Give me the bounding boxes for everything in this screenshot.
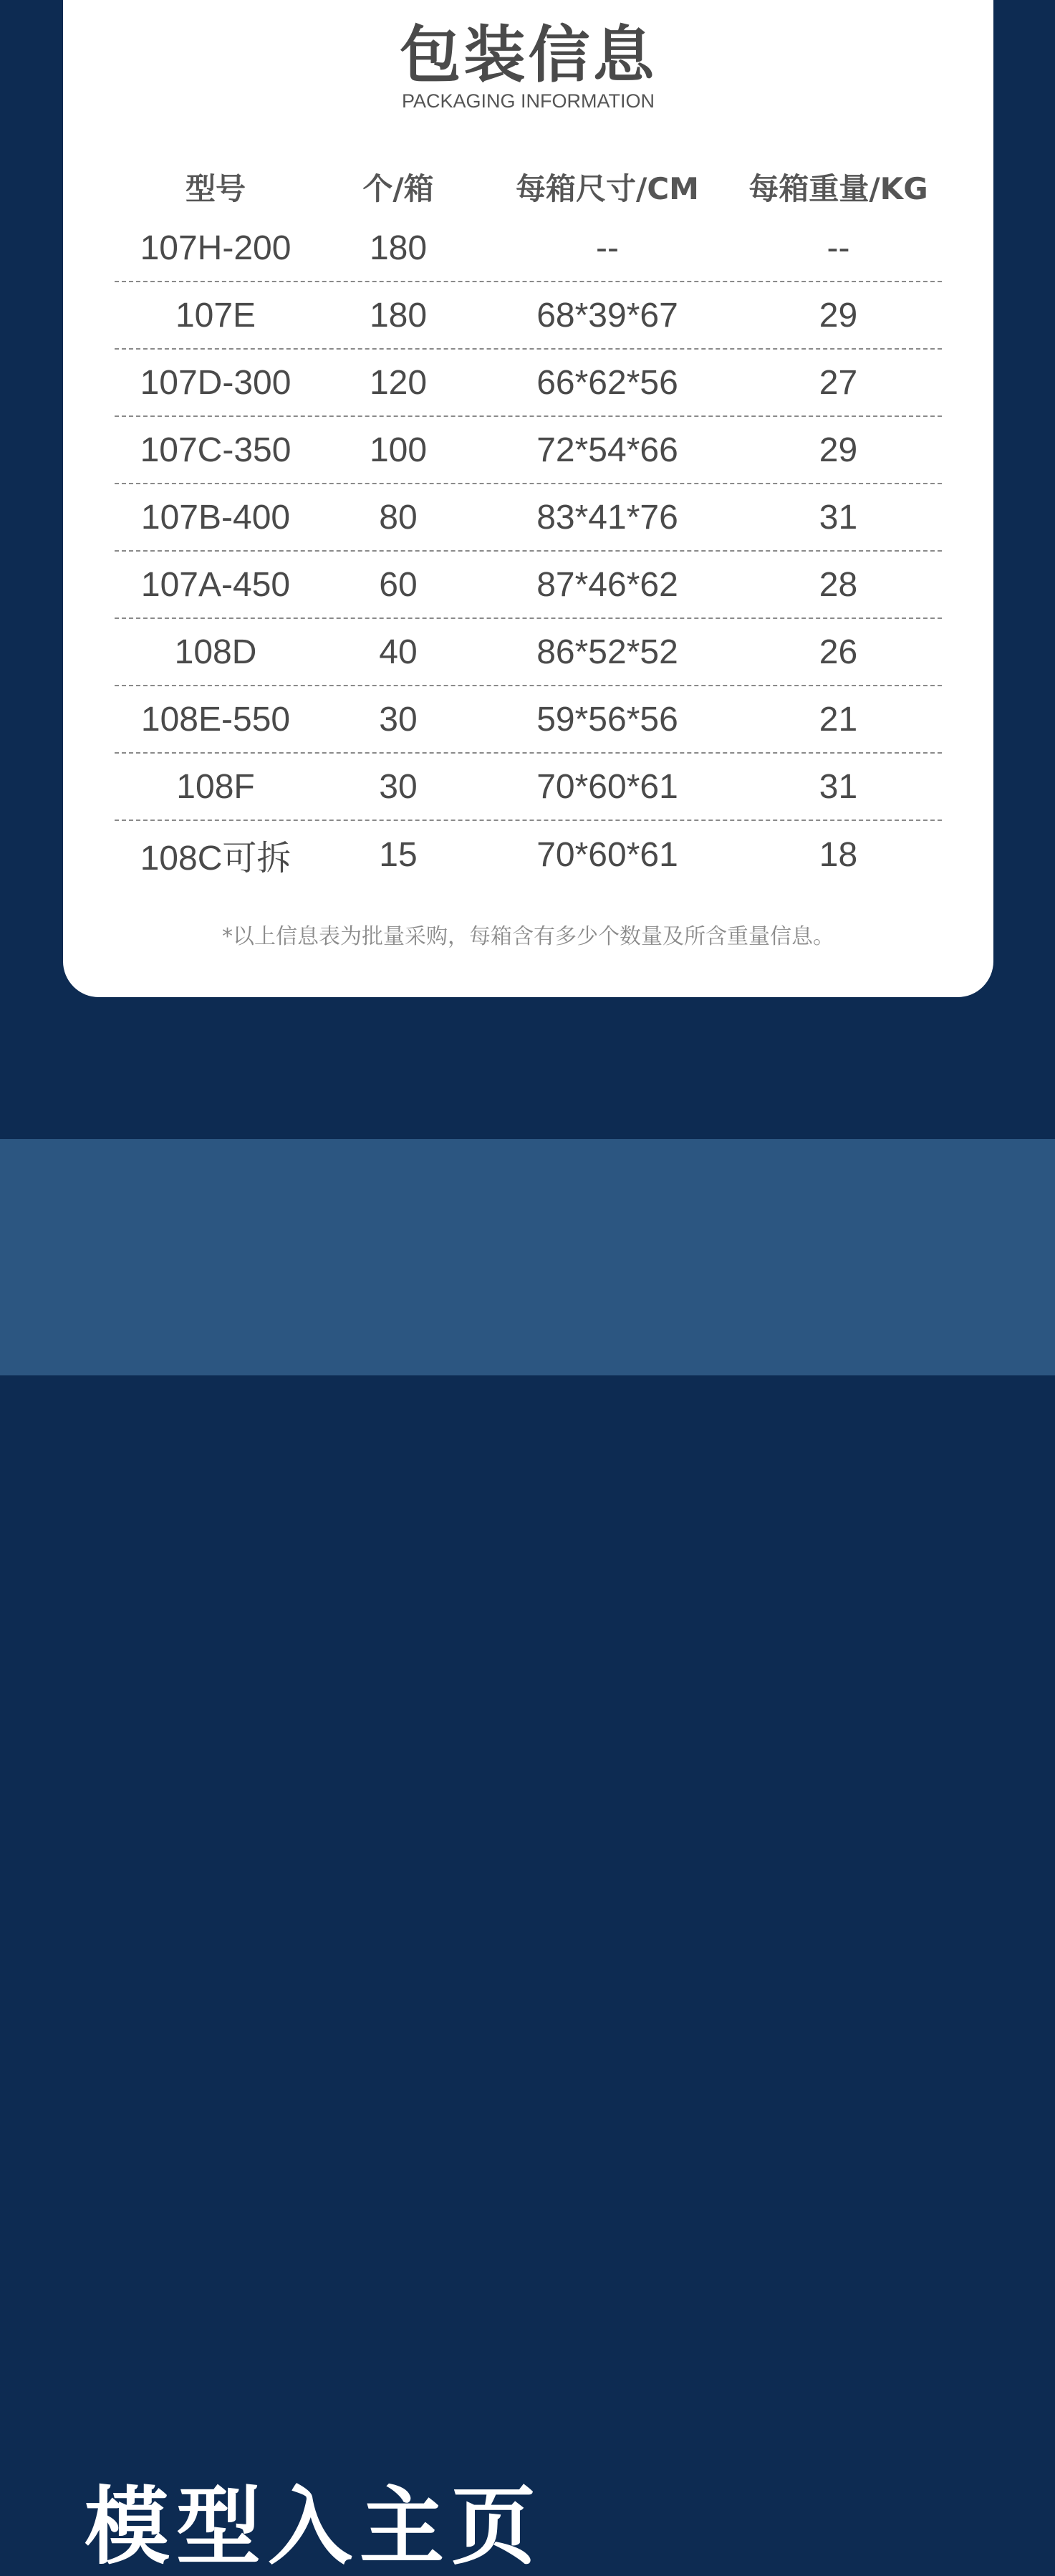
cell-per-box: 60	[379, 565, 418, 604]
cell-per-box: 100	[369, 431, 428, 469]
cell-box-weight: 27	[819, 363, 858, 402]
cell-model: 108E-550	[140, 700, 291, 739]
table-header-row	[115, 159, 942, 215]
cell-per-box: 30	[379, 767, 418, 806]
cell-per-box: 180	[369, 229, 428, 267]
cell-box-weight: --	[827, 229, 850, 267]
table-row	[115, 619, 942, 686]
header-box-size: 每箱尺寸/CM	[516, 171, 699, 206]
header-box-weight: 每箱重量/KG	[748, 171, 928, 206]
page-subtitle: PACKAGING INFORMATION	[401, 90, 655, 112]
cell-model: 107A-450	[140, 565, 291, 604]
cell-box-size: 86*52*52	[536, 633, 678, 671]
cell-box-size: 70*60*61	[536, 835, 678, 874]
header-model: 型号	[185, 171, 246, 206]
cell-box-size: --	[596, 229, 619, 267]
cell-per-box: 30	[379, 700, 418, 739]
table-row	[115, 215, 942, 282]
packaging-info-card	[63, 0, 993, 997]
footnote: *以上信息表为批量采购，每箱含有多少个数量及所含重量信息。	[222, 924, 834, 949]
cell-box-size: 72*54*66	[536, 431, 678, 469]
cell-model: 108D	[174, 633, 257, 671]
cell-box-weight: 21	[819, 700, 858, 739]
table-row	[115, 821, 942, 888]
cell-box-size: 87*46*62	[536, 565, 678, 604]
cell-model: 107D-300	[140, 363, 292, 402]
table-row	[115, 282, 942, 350]
cell-box-size: 59*56*56	[536, 700, 678, 739]
cell-model: 107B-400	[140, 498, 291, 537]
cell-box-weight: 18	[819, 835, 858, 874]
table-row	[115, 350, 942, 417]
cell-box-size: 83*41*76	[536, 498, 678, 537]
header-per-box: 个/箱	[362, 171, 434, 206]
cell-box-size: 66*62*56	[536, 363, 678, 402]
cell-per-box: 40	[379, 633, 418, 671]
next-section-heading: 模型入主页	[85, 2477, 544, 2576]
cell-per-box: 180	[369, 296, 428, 335]
cell-model: 108C可拆	[140, 839, 292, 878]
cell-box-weight: 26	[819, 633, 858, 671]
page-title: 包装信息	[399, 19, 657, 91]
table-row	[115, 754, 942, 821]
cell-box-size: 70*60*61	[536, 767, 678, 806]
cell-box-weight: 31	[819, 498, 858, 537]
cell-box-weight: 28	[819, 565, 858, 604]
cell-box-weight: 31	[819, 767, 858, 806]
cell-model: 107H-200	[140, 229, 292, 267]
cell-per-box: 15	[379, 835, 418, 874]
table-row	[115, 484, 942, 552]
cell-per-box: 120	[369, 363, 428, 402]
cell-model: 107E	[175, 296, 256, 335]
cell-box-size: 68*39*67	[536, 296, 678, 335]
table-row	[115, 552, 942, 619]
packaging-table	[115, 159, 942, 888]
cell-box-weight: 29	[819, 296, 858, 335]
table-row	[115, 686, 942, 754]
cell-model: 107C-350	[140, 431, 292, 469]
cell-box-weight: 29	[819, 431, 858, 469]
table-row	[115, 417, 942, 484]
cell-model: 108F	[176, 767, 255, 806]
next-section-background	[0, 1139, 1055, 2576]
cell-per-box: 80	[379, 498, 418, 537]
